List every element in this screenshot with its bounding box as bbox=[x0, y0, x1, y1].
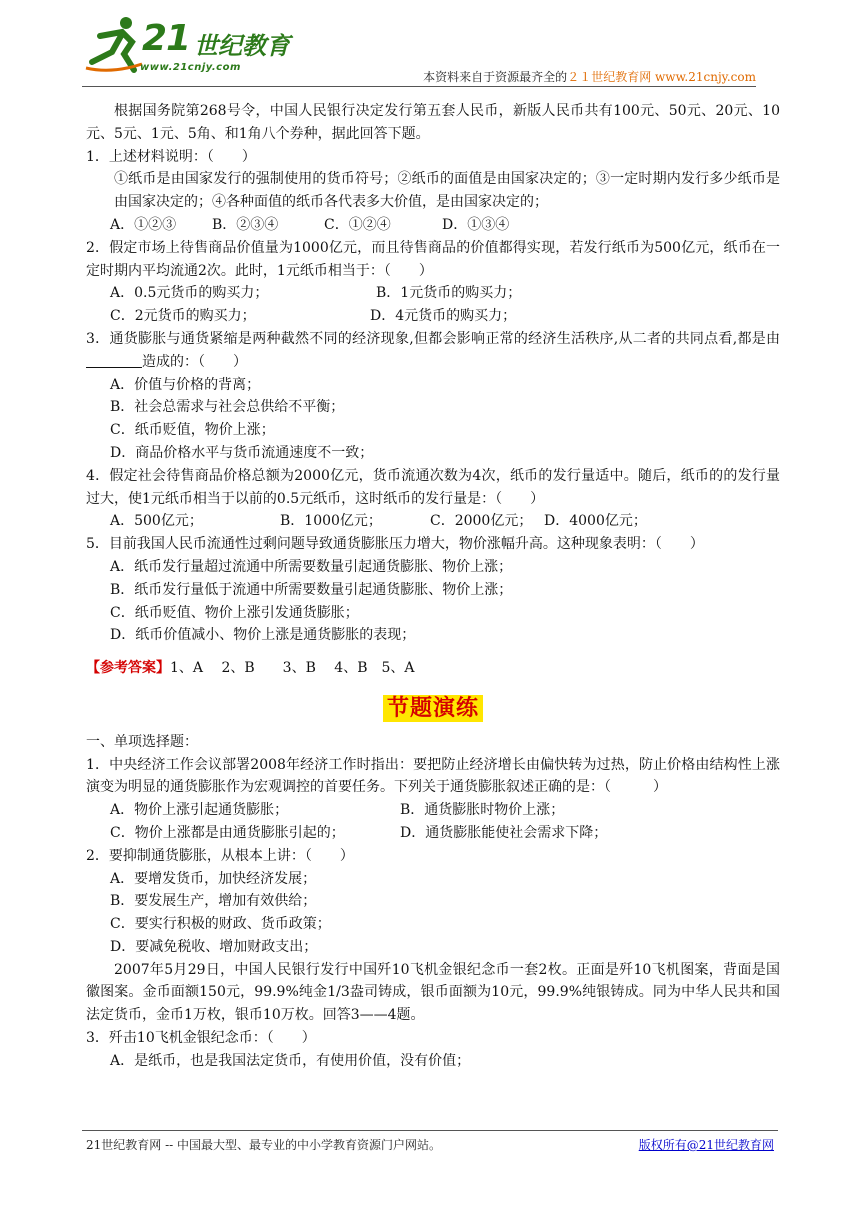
s2-option-b[interactable]: B．要发展生产，增加有效供给； bbox=[110, 893, 317, 910]
intro-paragraph: 根据国务院第268号令，中国人民银行决定发行第五套人民币，新版人民币共有100元、50元、20元、10元、5元、1元、5角、和1角八个券种，据此回答下题。 bbox=[86, 103, 780, 142]
answer-text: 1、A 2、B 3、B 4、B 5、A bbox=[170, 660, 415, 677]
q3-stem-a: 3．通货膨胀与通货紧缩是两种截然不同的经济现象,但都会影响正常的经济生活秩序,从二者的共同点看,都是由 bbox=[86, 330, 780, 347]
s2-option-a[interactable]: A．要增发货币，加快经济发展； bbox=[110, 870, 317, 887]
q5-stem: 5．目前我国人民币流通性过剩问题导致通货膨胀压力增大，物价涨幅升高。这种现象表明：（ ） bbox=[86, 536, 704, 553]
q3-blank bbox=[86, 353, 142, 368]
s1-options-row2 bbox=[86, 822, 780, 845]
q4-stem: 4．假定社会待售商品价格总额为2000亿元，货币流通次数为4次，纸币的发行量适中。随后，纸币的的发行量过大，使1元纸币相当于以前的0.5元纸币，这时纸币的发行量是：（ ） bbox=[86, 467, 780, 507]
q4-option-b[interactable]: B．1000亿元； bbox=[280, 513, 382, 530]
q1-option-d[interactable]: D．①③④ bbox=[442, 216, 510, 233]
q2-stem: 2．假定市场上待售商品价值量为1000亿元，而且待售商品的价值都得实现，若发行纸币为500亿元，纸币在一定时期内平均流通2次。此时，1元纸币相当于：（ ） bbox=[86, 239, 780, 279]
s1-option-d[interactable]: D．通货膨胀能使社会需求下降； bbox=[400, 824, 608, 841]
s2-option-c[interactable]: C．要实行积极的财政、货币政策； bbox=[110, 916, 331, 933]
q4-option-a[interactable]: A．500亿元； bbox=[110, 513, 203, 530]
q1-option-a[interactable]: A．①②③ bbox=[110, 216, 177, 233]
material-paragraph: 2007年5月29日，中国人民银行发行中国歼10飞机金银纪念币一套2枚。正面是歼10飞机图案，背面是国徽图案。金币面额150元，99.9%纯金1/3盎司铸成，银币面额为10元，99.9%纯银铸成。同为中华人民共和国法定货币，金币1万枚，银币10万枚。回答3——4题。 bbox=[86, 961, 780, 1024]
q1-option-c[interactable]: C．①②④ bbox=[324, 216, 391, 233]
q1-option-b[interactable]: B．②③④ bbox=[212, 216, 279, 233]
q3-option-b[interactable]: B．社会总需求与社会总供给不平衡； bbox=[110, 399, 345, 416]
s2-option-d[interactable]: D．要减免税收、增加财政支出； bbox=[110, 938, 318, 955]
q4-option-d[interactable]: D．4000亿元； bbox=[544, 513, 647, 530]
q4-option-c[interactable]: C．2000亿元； bbox=[430, 513, 533, 530]
q2-options-row2 bbox=[86, 305, 780, 328]
q3-stem-b: 造成的：（ ） bbox=[142, 353, 247, 370]
header-tag-prefix: 本资料来自于资源最齐全的 bbox=[423, 70, 568, 84]
header-tag-site[interactable]: ２１世纪教育网 bbox=[567, 70, 652, 84]
q5-option-c[interactable]: C．纸币贬值、物价上涨引发通货膨胀； bbox=[110, 604, 359, 621]
header-tag-url[interactable]: www.21cnjy.com bbox=[655, 70, 756, 84]
q3-option-a[interactable]: A．价值与价格的背离； bbox=[110, 376, 261, 393]
answer-label: 【参考答案】 bbox=[86, 660, 170, 677]
document-body bbox=[86, 100, 780, 1073]
answer-key bbox=[86, 657, 780, 680]
q5-option-a[interactable]: A．纸币发行量超过流通中所需要数量引起通货膨胀、物价上涨； bbox=[110, 558, 513, 575]
q2-option-a[interactable]: A．0.5元货币的购买力； bbox=[110, 285, 269, 302]
logo-url: www.21cnjy.com bbox=[140, 62, 241, 73]
q3-stem bbox=[86, 328, 780, 374]
q2-option-d[interactable]: D．4元货币的购买力； bbox=[370, 308, 517, 325]
q2-option-c[interactable]: C．2元货币的购买力； bbox=[110, 308, 256, 325]
q2-option-b[interactable]: B．1元货币的购买力； bbox=[376, 285, 522, 302]
s2-stem: 2．要抑制通货膨胀，从根本上讲：（ ） bbox=[86, 847, 354, 864]
section-title: 节题演练 bbox=[383, 695, 483, 722]
section-heading bbox=[86, 695, 780, 723]
q1-options bbox=[86, 214, 780, 237]
s1-options-row1 bbox=[86, 799, 780, 822]
footer-text: 21世纪教育网 -- 中国最大型、最专业的中小学教育资源门户网站。 bbox=[86, 1138, 442, 1152]
q2-options-row1 bbox=[86, 282, 780, 305]
s3-option-a[interactable]: A．是纸币，也是我国法定货币，有使用价值，没有价值； bbox=[110, 1052, 471, 1069]
site-logo[interactable] bbox=[82, 14, 292, 80]
q3-option-d[interactable]: D．商品价格水平与货币流通速度不一致； bbox=[110, 444, 374, 461]
logo-number: 21 bbox=[142, 18, 191, 59]
s3-stem: 3．歼击10飞机金银纪念币：（ ） bbox=[86, 1030, 316, 1047]
s1-option-c[interactable]: C．物价上涨都是由通货膨胀引起的； bbox=[110, 824, 345, 841]
section-subheading: 一、单项选择题： bbox=[86, 733, 198, 750]
header-tagline bbox=[423, 68, 756, 85]
q3-option-c[interactable]: C．纸币贬值，物价上涨； bbox=[110, 422, 275, 439]
q1-desc-text: ①纸币是由国家发行的强制使用的货币符号；②纸币的面值是由国家决定的；③一定时期内发行多少纸币是由国家决定的；④各种面值的纸币各代表多大价值，是由国家决定的； bbox=[114, 171, 780, 211]
header-divider bbox=[82, 86, 756, 87]
runner-logo-icon bbox=[82, 14, 146, 74]
s1-stem: 1．中央经济工作会议部署2008年经济工作时指出：要把防止经济增长由偏快转为过热，防止价格由结构性上涨演变为明显的通货膨胀作为宏观调控的首要任务。下列关于通货膨胀叙述正确的是：（ ） bbox=[86, 756, 780, 796]
footer-divider bbox=[82, 1130, 778, 1131]
q5-option-b[interactable]: B．纸币发行量低于流通中所需要数量引起通货膨胀、物价上涨； bbox=[110, 581, 513, 598]
q5-option-d[interactable]: D．纸币价值减小、物价上涨是通货膨胀的表现； bbox=[110, 627, 416, 644]
s1-option-b[interactable]: B．通货膨胀时物价上涨； bbox=[400, 802, 565, 819]
q4-options bbox=[86, 510, 780, 533]
footer-copyright-link[interactable]: 版权所有@21世纪教育网 bbox=[638, 1138, 774, 1152]
logo-text: 世纪教育 bbox=[194, 32, 290, 60]
q1-description bbox=[86, 168, 780, 214]
q1-stem: 1．上述材料说明：（ ） bbox=[86, 148, 256, 165]
s1-option-a[interactable]: A．物价上涨引起通货膨胀； bbox=[110, 802, 289, 819]
